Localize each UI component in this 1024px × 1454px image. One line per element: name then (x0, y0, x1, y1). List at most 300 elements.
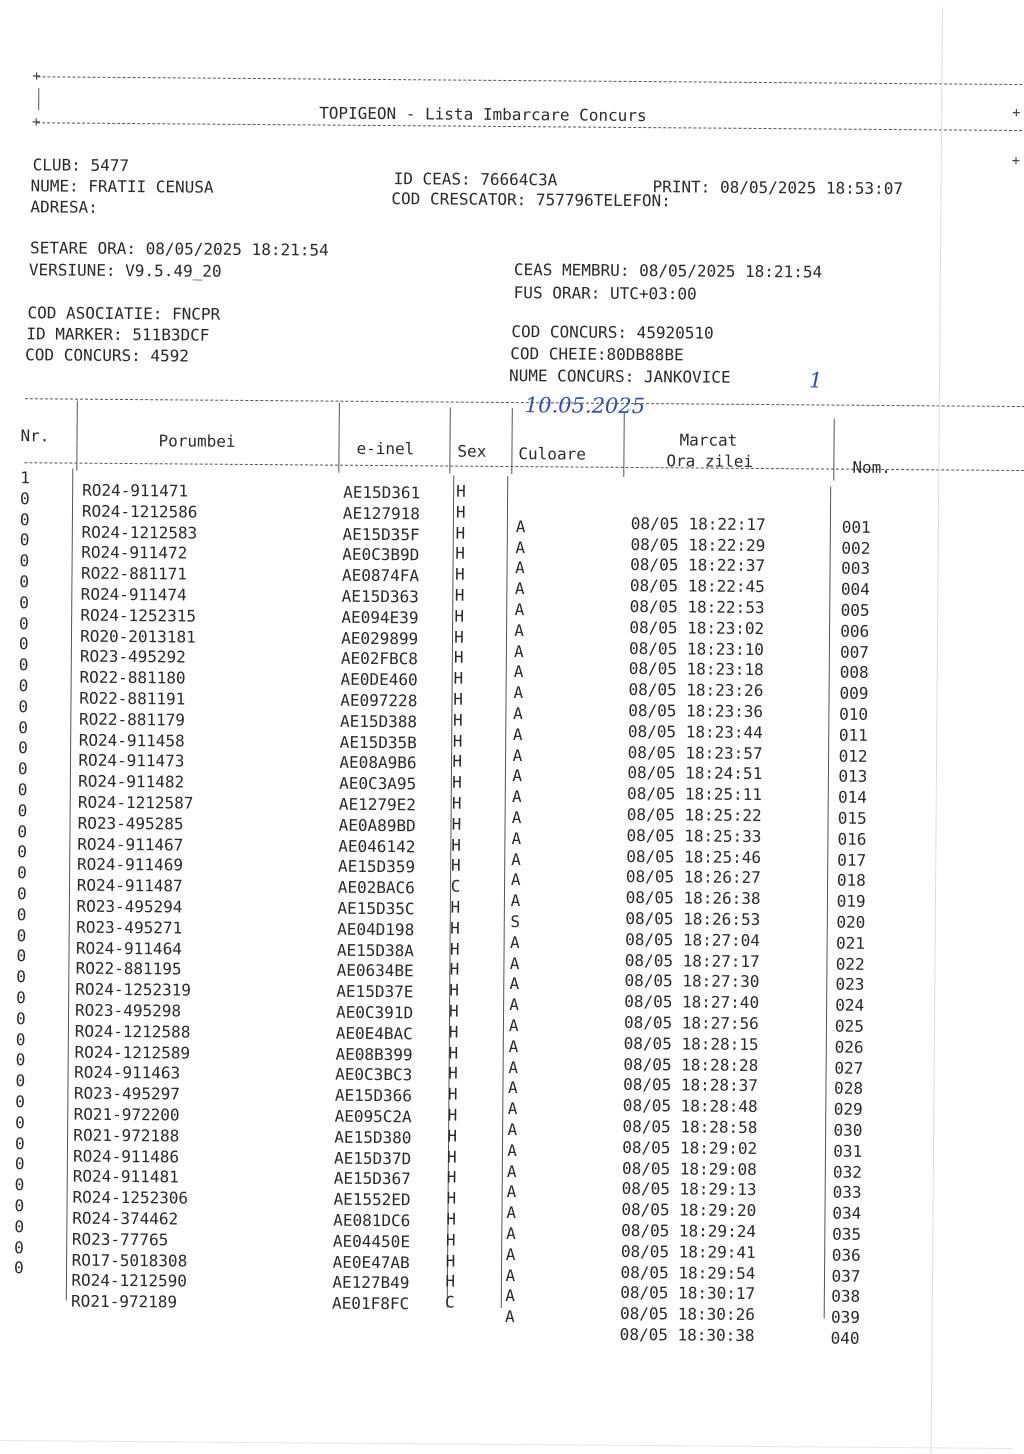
row-nr: 0 (16, 884, 27, 904)
marked-time: 08/05 18:25:46 (626, 846, 762, 867)
sex-code: H (452, 731, 463, 751)
sex-code: C (445, 1292, 455, 1312)
e-ring-code: AE081DC6 (333, 1210, 411, 1231)
pigeon-ring: RO24-911467 (77, 834, 184, 855)
corner-mark: + (1011, 152, 1021, 170)
e-ring-code: AE0634BE (336, 961, 414, 981)
marked-time: 08/05 18:25:11 (627, 784, 763, 805)
column-divider (511, 408, 513, 474)
color-code: A (506, 1182, 517, 1202)
association-code: COD ASOCIATIE: FNCPR (27, 303, 221, 324)
nom-number: 017 (837, 850, 867, 870)
nom-number: 013 (838, 766, 868, 787)
row-nr: 0 (14, 1133, 25, 1153)
marked-time: 08/05 18:29:13 (621, 1179, 757, 1200)
marked-time: 08/05 18:27:40 (624, 992, 760, 1013)
row-nr: 0 (15, 1050, 26, 1070)
marked-time: 08/05 18:22:45 (629, 576, 765, 597)
time-zone: FUS ORAR: UTC+03:00 (513, 283, 697, 304)
marked-time: 08/05 18:30:17 (620, 1283, 756, 1304)
pigeon-ring: RO20-2013181 (80, 626, 196, 647)
sex-code: H (452, 710, 463, 730)
row-nr: 0 (18, 717, 29, 737)
marked-time: 08/05 18:23:57 (627, 742, 763, 763)
color-code: A (511, 828, 522, 848)
row-nr: 0 (18, 655, 29, 675)
nom-number: 002 (841, 538, 871, 558)
e-ring-code: AE15D388 (339, 711, 418, 732)
sex-code: H (450, 897, 461, 917)
nom-number: 036 (831, 1245, 861, 1265)
e-ring-code: AE0C3A95 (339, 773, 417, 794)
e-ring-code: AE0C3B9D (342, 545, 420, 565)
nom-number: 032 (832, 1162, 862, 1182)
sex-code: H (455, 502, 466, 522)
color-code: A (513, 641, 524, 661)
e-ring-code: AE0E47AB (332, 1252, 410, 1272)
handwritten-race-number: 1 (808, 368, 823, 393)
marked-time: 08/05 18:28:48 (622, 1096, 758, 1117)
row-nr: 0 (16, 925, 27, 945)
marked-time: 08/05 18:23:44 (627, 721, 763, 742)
row-nr: 0 (15, 1008, 26, 1029)
e-ring-code: AE15D38A (336, 940, 415, 960)
sex-code: C (450, 876, 461, 896)
sex-code: H (452, 751, 463, 772)
color-code: A (513, 683, 524, 703)
owner-name: NUME: FRATII CENUSA (30, 176, 214, 197)
marked-time: 08/05 18:27:30 (624, 971, 760, 992)
marked-time: 08/05 18:26:27 (625, 867, 761, 888)
e-ring-code: AE15D363 (341, 586, 419, 607)
sex-code: H (454, 585, 465, 605)
marked-time: 08/05 18:26:38 (625, 888, 761, 909)
color-code: A (507, 1120, 518, 1140)
pigeon-ring: RO23-495298 (74, 1000, 182, 1021)
scan-edge (931, 7, 943, 1453)
pigeon-ring: RO24-911482 (78, 771, 185, 792)
header-e-ring: e-inel (356, 438, 415, 459)
pigeon-ring: RO23-495292 (79, 647, 186, 667)
row-nr: 0 (14, 1196, 25, 1216)
color-code: A (509, 974, 520, 994)
row-nr: 0 (14, 1216, 25, 1237)
e-ring-code: AE0E4BAC (335, 1023, 413, 1044)
color-code: A (505, 1244, 516, 1264)
color-code: A (513, 704, 523, 724)
pigeon-ring: RO24-911463 (74, 1063, 181, 1083)
row-nr: 0 (19, 572, 30, 592)
pigeon-ring: RO22-881179 (78, 709, 186, 730)
marked-time: 08/05 18:29:02 (622, 1137, 758, 1158)
e-ring-code: AE1552ED (333, 1189, 411, 1210)
pigeon-ring: RO23-495297 (73, 1083, 180, 1104)
row-nr: 0 (19, 592, 29, 613)
pigeon-ring: RO21-972189 (71, 1291, 178, 1312)
header-marked: Marcat (679, 430, 738, 450)
print-timestamp: PRINT: 08/05/2025 18:53:07 (652, 177, 904, 199)
color-code: A (511, 849, 521, 869)
e-ring-code: AE094E39 (341, 607, 419, 628)
pigeon-ring: RO22-881191 (79, 688, 186, 709)
sex-code: H (446, 1209, 456, 1229)
member-clock-time: CEAS MEMBRU: 08/05/2025 18:21:54 (513, 260, 823, 282)
nom-number: 012 (838, 746, 868, 766)
e-ring-code: AE0C391D (335, 1002, 414, 1023)
marked-time: 08/05 18:22:29 (630, 534, 766, 555)
sex-code: H (453, 668, 464, 688)
row-nr: 0 (19, 551, 30, 571)
nom-number: 007 (839, 642, 870, 662)
pigeon-ring: RO24-911458 (78, 730, 185, 751)
e-ring-code: AE01F8FC (332, 1293, 410, 1314)
sex-code: H (451, 793, 462, 813)
marked-time: 08/05 18:30:26 (619, 1304, 755, 1325)
nom-number: 026 (834, 1037, 864, 1057)
marked-time: 08/05 18:26:53 (625, 908, 761, 929)
pigeon-ring: RO24-1212586 (81, 501, 198, 522)
color-code: A (507, 1140, 517, 1160)
marked-time: 08/05 18:29:41 (620, 1241, 756, 1262)
row-nr: 0 (14, 1154, 25, 1174)
nom-number: 027 (834, 1058, 864, 1078)
e-ring-code: AE15D37D (333, 1148, 412, 1168)
sex-code: H (450, 918, 460, 938)
pigeon-ring: RO24-911487 (76, 875, 183, 896)
marked-time: 08/05 18:28:37 (623, 1075, 759, 1096)
nom-number: 014 (838, 787, 868, 808)
nom-number: 016 (837, 829, 867, 849)
e-ring-code: AE046142 (338, 836, 416, 856)
row-nr: 0 (16, 904, 27, 925)
color-code: A (508, 1016, 519, 1036)
color-code: A (506, 1161, 517, 1181)
e-ring-code: AE02BAC6 (337, 877, 415, 898)
pigeon-ring: RO24-911474 (80, 584, 187, 605)
nom-number: 021 (836, 933, 866, 953)
header-nr: Nr. (20, 426, 50, 446)
pigeon-ring: RO21-972188 (73, 1125, 180, 1146)
color-code: A (510, 891, 521, 911)
row-nr: 0 (17, 800, 28, 821)
sex-code: H (454, 606, 465, 626)
marked-time: 08/05 18:23:36 (628, 700, 764, 722)
color-code: A (514, 620, 525, 640)
nom-number: 006 (840, 621, 870, 641)
row-nr: 0 (14, 1237, 24, 1257)
pigeon-ring: RO22-881171 (80, 563, 188, 584)
color-code: A (508, 1057, 519, 1077)
e-ring-code: AE0874FA (341, 565, 420, 586)
nom-number: 005 (840, 600, 870, 620)
e-ring-code: AE0A89BD (338, 815, 416, 836)
marked-time: 08/05 18:23:26 (628, 680, 764, 701)
sex-code: H (445, 1271, 456, 1292)
color-code: A (508, 1036, 519, 1056)
row-nr: 0 (19, 509, 30, 529)
marked-time: 08/05 18:25:22 (626, 804, 762, 826)
sex-code: H (448, 1043, 459, 1063)
row-nr: 0 (17, 842, 28, 862)
marked-time: 08/05 18:27:17 (624, 950, 760, 971)
e-ring-code: AE127918 (342, 503, 420, 524)
sex-code: H (451, 835, 462, 855)
sex-code: H (445, 1230, 456, 1250)
row-nr: 0 (18, 738, 28, 758)
color-code: A (512, 766, 523, 786)
column-divider (833, 419, 834, 481)
marked-time: 08/05 18:23:18 (628, 659, 764, 680)
marked-time: 08/05 18:22:53 (629, 596, 765, 618)
e-ring-code: AE15D367 (333, 1169, 411, 1189)
color-code: A (509, 995, 519, 1015)
nom-number: 022 (835, 954, 865, 974)
nom-number: 030 (833, 1120, 863, 1140)
pigeon-ring: RO24-911464 (75, 938, 182, 959)
nom-number: 023 (835, 974, 865, 995)
color-code: A (505, 1286, 515, 1306)
sex-code: H (452, 772, 462, 792)
nom-number: 011 (838, 725, 868, 745)
pigeon-ring: RO21-972200 (73, 1104, 180, 1125)
address: ADRESA: (30, 197, 98, 217)
pigeon-ring: RO23-495271 (76, 917, 183, 938)
software-version: VERSIUNE: V9.5.49_20 (28, 260, 222, 281)
color-code: A (512, 745, 523, 765)
key-code: COD CHEIE:80DB88BE (510, 344, 684, 365)
clock-set-time: SETARE ORA: 08/05/2025 18:21:54 (29, 238, 329, 260)
corner-mark: + (31, 114, 41, 131)
row-nr: 0 (17, 759, 28, 779)
marked-time: 08/05 18:29:54 (620, 1262, 756, 1283)
sex-code: H (453, 689, 464, 709)
e-ring-code: AE02FBC8 (340, 649, 419, 669)
nom-number: 038 (831, 1286, 861, 1307)
e-ring-code: AE127B49 (332, 1273, 410, 1293)
race-name: NUME CONCURS: JANKOVICE (508, 366, 731, 387)
e-ring-code: AE15D37E (336, 981, 414, 1002)
sex-code: H (445, 1251, 456, 1271)
title-top-rule (37, 76, 1022, 85)
color-code: A (510, 932, 520, 952)
pigeon-ring: RO24-911472 (81, 543, 188, 563)
column-divider (449, 408, 451, 474)
column-divider (76, 401, 78, 471)
e-ring-code: AE15D35F (342, 524, 420, 544)
color-code: A (515, 516, 526, 536)
nom-number: 028 (834, 1078, 864, 1099)
e-ring-code: AE15D366 (334, 1085, 413, 1106)
e-ring-code: AE095C2A (334, 1106, 412, 1127)
row-nr: 0 (18, 634, 29, 654)
color-code: A (506, 1203, 517, 1223)
e-ring-code: AE15D35B (339, 732, 417, 752)
race-code-short: COD CONCURS: 4592 (25, 345, 190, 366)
color-code: A (514, 600, 525, 620)
e-ring-code: AE15D380 (334, 1127, 412, 1148)
color-code: A (511, 787, 522, 807)
e-ring-code: AE04450E (332, 1231, 411, 1252)
sex-code: H (447, 1147, 457, 1167)
e-ring-code: AE08A9B6 (339, 753, 417, 773)
color-code: A (514, 579, 525, 599)
marked-time: 08/05 18:29:24 (621, 1220, 757, 1241)
scan-edge (0, 1440, 1013, 1449)
clock-id: ID CEAS: 76664C3A (393, 169, 558, 190)
color-code: A (513, 662, 524, 682)
pigeon-ring: RO24-1212589 (74, 1042, 191, 1063)
e-ring-code: AE0DE460 (340, 669, 418, 690)
color-code: A (509, 953, 520, 973)
nom-number: 003 (841, 559, 871, 579)
sex-code: H (454, 627, 464, 647)
marked-time: 08/05 18:22:37 (630, 555, 766, 576)
row-nr: 0 (16, 967, 27, 987)
row-nr: 0 (19, 530, 30, 550)
e-ring-code: AE04D198 (337, 919, 415, 940)
sex-code: H (447, 1126, 458, 1146)
sex-code: H (447, 1084, 458, 1104)
e-ring-code: AE1279E2 (338, 794, 417, 815)
pigeon-ring: RO22-881180 (79, 667, 186, 688)
sex-code: H (447, 1105, 458, 1125)
marked-time: 08/05 18:22:17 (630, 513, 766, 534)
row-nr: 0 (15, 1112, 25, 1133)
row-nr: 0 (15, 1071, 26, 1091)
marked-time: 08/05 18:28:28 (623, 1054, 759, 1075)
nom-number: 029 (833, 1099, 863, 1119)
color-code: A (507, 1099, 518, 1119)
sex-code: H (449, 980, 460, 1000)
pigeon-ring: RO24-1212590 (71, 1270, 188, 1291)
row-nr: 0 (17, 863, 27, 883)
marked-time: 08/05 18:23:10 (629, 638, 765, 659)
e-ring-code: AE15D35C (337, 898, 415, 919)
marked-time: 08/05 18:30:38 (619, 1324, 755, 1345)
pigeon-ring: RO24-911486 (73, 1146, 180, 1167)
marked-time: 08/05 18:23:02 (629, 617, 765, 638)
e-ring-code: AE029899 (341, 628, 419, 648)
nom-number: 015 (837, 808, 867, 828)
pigeon-ring: RO24-911469 (76, 855, 184, 875)
marked-time: 08/05 18:25:33 (626, 825, 762, 846)
race-code: COD CONCURS: 45920510 (511, 322, 714, 343)
nom-number: 008 (839, 663, 869, 683)
row-nr: 0 (18, 696, 29, 717)
color-code: A (515, 537, 526, 557)
nom-number: 018 (836, 870, 866, 891)
sex-code: H (448, 1001, 459, 1021)
row-nr: 0 (20, 488, 30, 509)
row-nr: 0 (16, 988, 26, 1008)
pigeon-ring: RO23-77765 (71, 1229, 169, 1250)
column-divider (824, 487, 832, 1319)
color-code: A (506, 1224, 516, 1244)
row-nr: 1 (20, 468, 30, 488)
handwritten-race-date: 10.05.2025 (524, 393, 646, 419)
nom-number: 033 (832, 1182, 862, 1203)
sex-code: H (451, 814, 462, 834)
row-nr: 0 (13, 1258, 24, 1278)
marked-time: 08/05 18:27:04 (625, 929, 761, 950)
color-code: A (505, 1265, 516, 1285)
pigeon-ring: RO23-495294 (76, 896, 183, 917)
pigeon-ring: RO22-881195 (75, 959, 182, 979)
pigeon-ring: RO24-1212583 (81, 522, 198, 543)
pigeon-ring: RO24-374462 (72, 1208, 179, 1229)
nom-number: 004 (840, 579, 870, 600)
marked-time: 08/05 18:27:56 (623, 1012, 759, 1033)
marked-time: 08/05 18:29:20 (621, 1200, 757, 1221)
pigeon-ring: RO24-1212587 (77, 792, 194, 813)
pigeon-ring: RO24-911473 (78, 751, 185, 771)
e-ring-code: AE0C3BC3 (335, 1065, 413, 1085)
color-code: A (508, 1078, 518, 1098)
sex-code: H (449, 939, 460, 959)
sex-code: H (454, 564, 465, 584)
e-ring-code: AE097228 (340, 690, 418, 711)
nom-number: 040 (830, 1328, 860, 1348)
club-number: CLUB: 5477 (32, 155, 130, 176)
sex-code: H (455, 523, 466, 543)
pigeon-ring: RO24-911481 (72, 1166, 179, 1187)
pigeon-ring: RO24-911471 (82, 480, 189, 501)
color-code: A (512, 724, 523, 744)
marked-time: 08/05 18:24:51 (627, 763, 763, 784)
row-nr: 0 (16, 946, 27, 966)
color-code: A (511, 808, 522, 828)
nom-number: 001 (841, 517, 871, 537)
nom-number: 025 (834, 1016, 864, 1036)
title-left-bar (38, 88, 39, 110)
e-ring-code: AE08B399 (335, 1044, 413, 1064)
nom-number: 010 (839, 704, 869, 724)
e-ring-code: AE15D361 (343, 482, 421, 503)
column-divider (338, 403, 340, 473)
nom-number: 037 (831, 1266, 861, 1286)
nom-number: 031 (833, 1141, 863, 1161)
sex-code: H (446, 1167, 457, 1188)
marker-id: ID MARKER: 511B3DCF (26, 324, 210, 345)
row-nr: 0 (19, 613, 29, 633)
e-ring-code: AE15D359 (337, 857, 416, 877)
marked-time: 08/05 18:28:58 (622, 1116, 758, 1137)
sex-code: H (455, 543, 466, 564)
sex-code: H (450, 855, 461, 876)
nom-number: 009 (839, 683, 869, 704)
marked-time: 08/05 18:28:15 (623, 1033, 759, 1054)
page-title: TOPIGEON - Lista Imbarcare Concurs (319, 103, 647, 126)
row-nr: 0 (15, 1092, 26, 1112)
sex-code: H (446, 1188, 457, 1208)
row-nr: 0 (15, 1029, 26, 1049)
pigeon-ring: RO17-5018308 (71, 1250, 188, 1271)
nom-number: 019 (836, 891, 866, 912)
pigeon-ring: RO24-1252315 (80, 605, 197, 626)
row-nr: 0 (18, 676, 29, 696)
sex-code: H (448, 1022, 459, 1042)
corner-mark: + (32, 68, 41, 85)
row-nr: 0 (17, 780, 28, 800)
nom-number: 020 (836, 912, 866, 932)
pigeon-ring: RO24-1252319 (75, 979, 192, 1000)
header-pigeon: Porumbei (158, 431, 236, 451)
sex-code: H (453, 647, 464, 668)
header-sex: Sex (457, 441, 487, 461)
nom-number: 034 (832, 1203, 862, 1223)
row-nr: 0 (17, 821, 28, 841)
pigeon-ring: RO24-1212588 (74, 1021, 191, 1042)
